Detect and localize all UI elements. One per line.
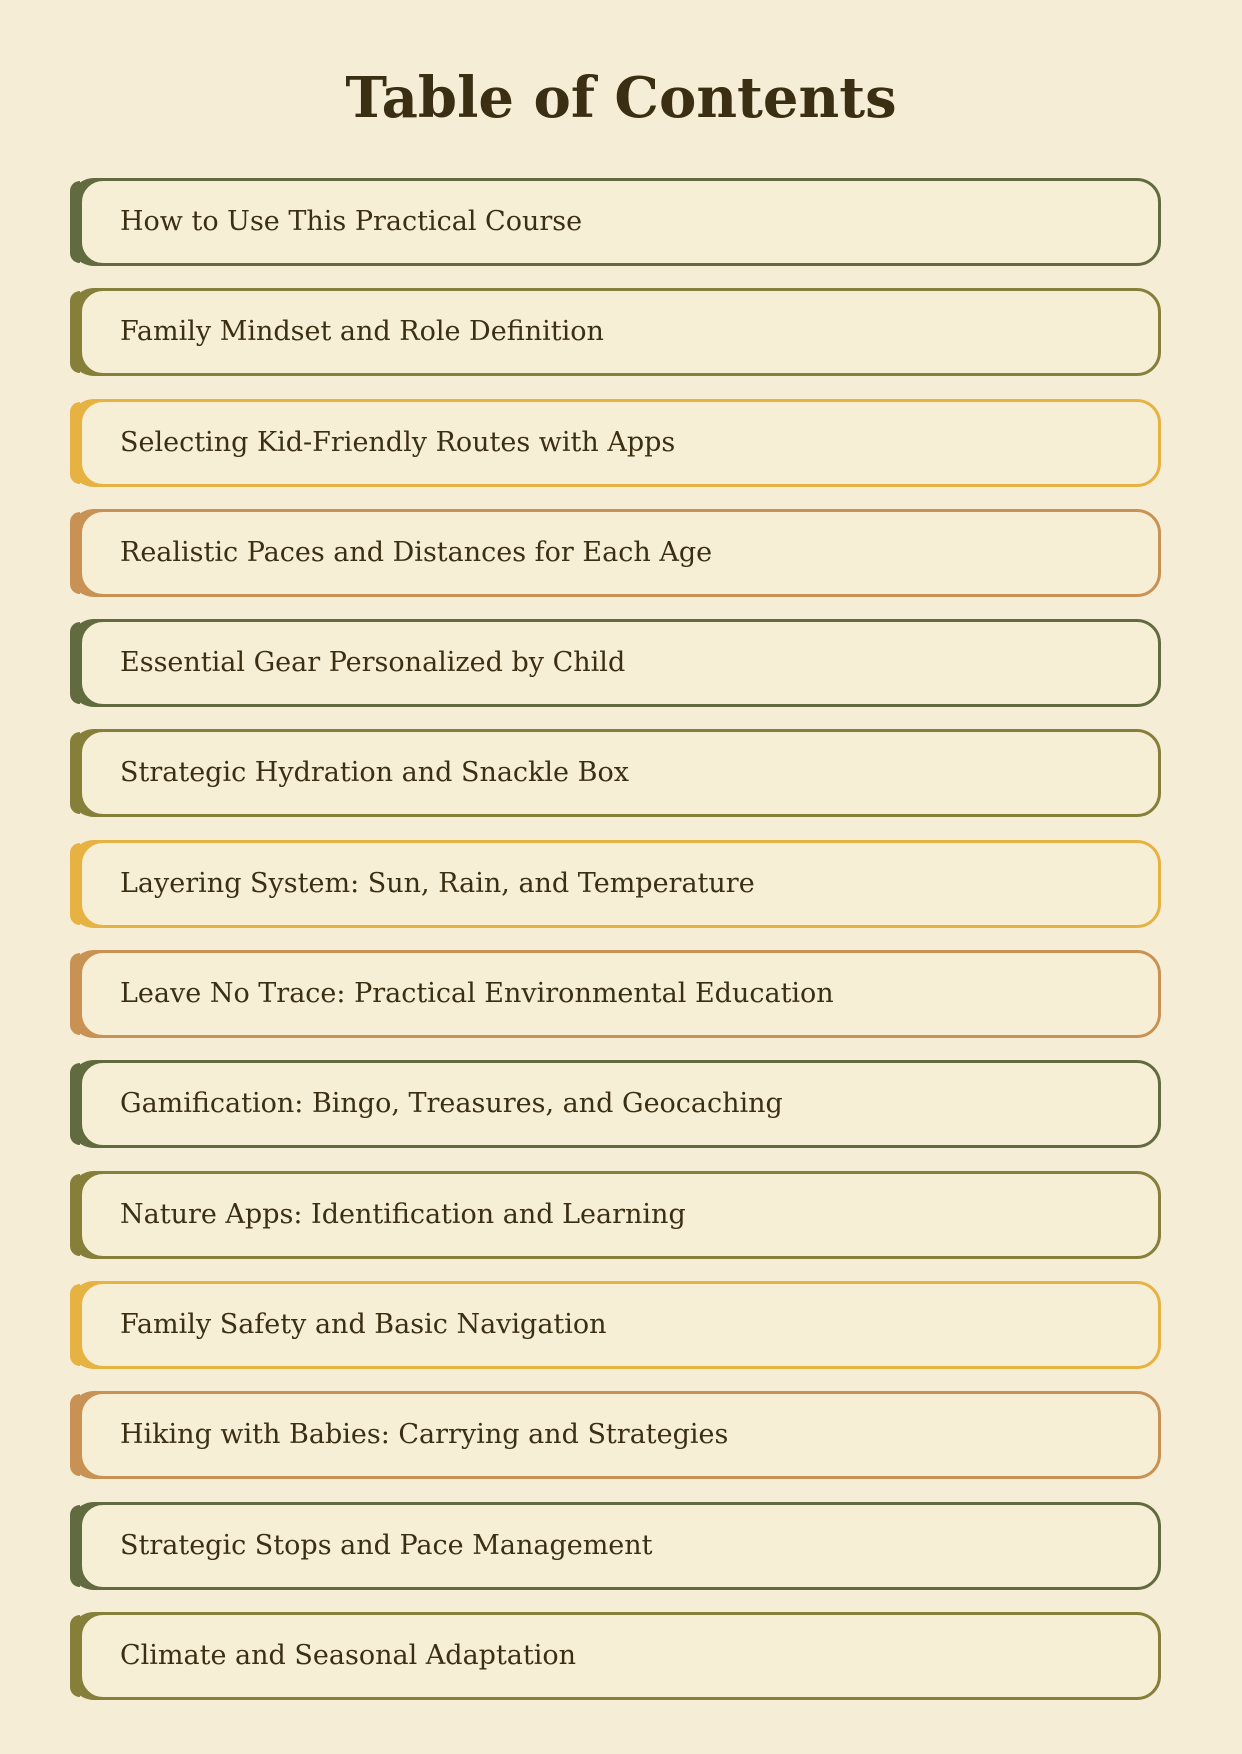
toc-item-label: How to Use This Practical Course (120, 206, 583, 237)
toc-item[interactable] (79, 729, 1161, 817)
toc-item-label: Hiking with Babies: Carrying and Strategies (120, 1419, 729, 1451)
toc-item-label: Climate and Seasonal Adaptation (120, 1639, 577, 1671)
toc-item-label: Strategic Hydration and Snackle Box (120, 757, 629, 789)
toc-item-label: Essential Gear Personalized by Child (120, 647, 626, 679)
toc-item-label: Nature Apps: Identification and Learning (120, 1198, 686, 1230)
toc-item[interactable] (79, 509, 1161, 597)
toc-item[interactable] (79, 288, 1161, 376)
toc-item-label: Strategic Stops and Pace Management (120, 1529, 653, 1561)
page-title: Table of Contents (345, 65, 897, 131)
toc-item-label: Family Mindset and Role Definition (120, 316, 604, 348)
toc-item-label: Gamification: Bingo, Treasures, and Geocaching (120, 1088, 783, 1120)
toc-item[interactable] (79, 399, 1161, 487)
toc-item[interactable] (79, 1612, 1161, 1700)
toc-item[interactable] (79, 1060, 1161, 1148)
toc-item[interactable] (79, 178, 1161, 266)
toc-item-label: Selecting Kid-Friendly Routes with Apps (120, 426, 676, 458)
toc-item[interactable] (79, 1281, 1161, 1369)
toc-item[interactable] (79, 1391, 1161, 1479)
toc-item-label: Family Safety and Basic Navigation (120, 1308, 607, 1340)
toc-item[interactable] (79, 950, 1161, 1038)
toc-item-label: Realistic Paces and Distances for Each Age (120, 536, 713, 568)
toc-item[interactable] (79, 1171, 1161, 1259)
toc-item-label: Leave No Trace: Practical Environmental Education (120, 978, 834, 1010)
toc-item[interactable] (79, 840, 1161, 928)
table-of-contents-list (79, 178, 1161, 1722)
toc-item[interactable] (79, 619, 1161, 707)
toc-item-label: Layering System: Sun, Rain, and Temperature (120, 867, 755, 899)
toc-item[interactable] (79, 1502, 1161, 1590)
